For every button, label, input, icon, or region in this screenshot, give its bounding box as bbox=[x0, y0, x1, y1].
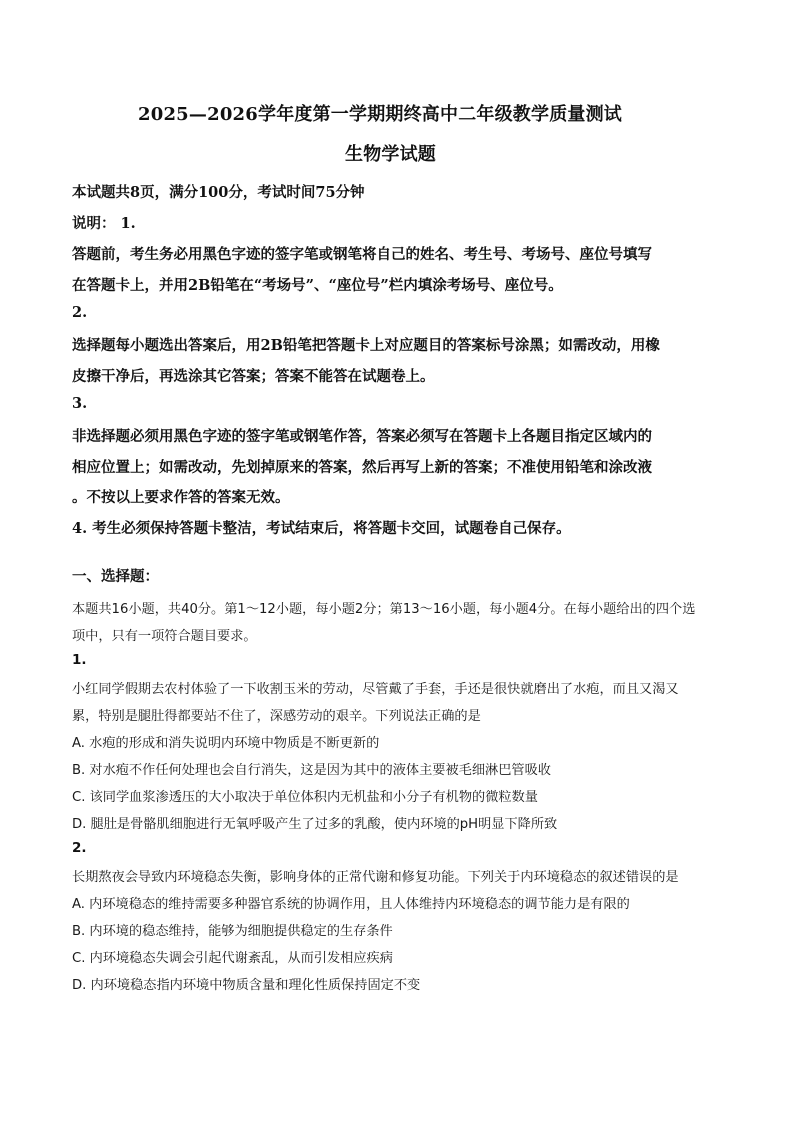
section-heading: 一、选择题： bbox=[72, 568, 159, 585]
question-stem-line-1: 长期熬夜会导致内环境稳态失衡，影响身体的正常代谢和修复功能。下列关于内环境稳态的叙述错误的是 bbox=[72, 870, 679, 885]
instruction-2-line-1: 选择题每小题选出答案后，用2B铅笔把答题卡上对应题目的答案标号涂黑；如需改动，用橡 bbox=[72, 337, 660, 354]
question-number: 1. bbox=[72, 652, 87, 668]
exam-info: 本试题共8页，满分100分，考试时间75分钟 bbox=[72, 184, 365, 201]
instructions-intro: 说明： 1. bbox=[72, 215, 136, 232]
question-option: B. 内环境的稳态维持，能够为细胞提供稳定的生存条件 bbox=[72, 924, 393, 939]
instruction-2-number: 2. bbox=[72, 304, 88, 321]
section-description-line-1: 本题共16小题，共40分。第1～12小题，每小题2分；第13～16小题，每小题4分。在每小题给出的四个选 bbox=[72, 602, 696, 617]
instruction-1-line-2: 在答题卡上，并用2B铅笔在“考场号”、“座位号”栏内填涂考场号、座位号。 bbox=[72, 277, 563, 294]
instruction-3-line-1: 非选择题必须用黑色字迹的签字笔或钢笔作答，答案必须写在答题卡上各题目指定区域内的 bbox=[72, 428, 652, 445]
section-description-line-2: 项中，只有一项符合题目要求。 bbox=[72, 629, 257, 644]
question-stem-line-1: 小红同学假期去农村体验了一下收割玉米的劳动，尽管戴了手套，手还是很快就磨出了水疱，而且又渴又 bbox=[72, 682, 679, 697]
instruction-3-line-3: 。不按以上要求作答的答案无效。 bbox=[72, 489, 290, 506]
instruction-1-line-1: 答题前，考生务必用黑色字迹的签字笔或钢笔将自己的姓名、考生号、考场号、座位号填写 bbox=[72, 246, 652, 263]
question-stem-line-2: 累，特别是腿肚得都要站不住了，深感劳动的艰辛。下列说法正确的是 bbox=[72, 709, 481, 724]
question-option: A. 水疱的形成和消失说明内环境中物质是不断更新的 bbox=[72, 736, 380, 751]
question-option: C. 内环境稳态失调会引起代谢紊乱，从而引发相应疾病 bbox=[72, 951, 393, 966]
question-option: D. 内环境稳态指内环境中物质含量和理化性质保持固定不变 bbox=[72, 978, 421, 993]
instruction-2-line-2: 皮擦干净后，再选涂其它答案；答案不能答在试题卷上。 bbox=[72, 368, 435, 385]
question-number: 2. bbox=[72, 840, 87, 856]
instruction-3-line-2: 相应位置上；如需改动，先划掉原来的答案，然后再写上新的答案；不准使用铅笔和涂改液 bbox=[72, 459, 652, 476]
instruction-3-number: 3. bbox=[72, 395, 88, 412]
exam-title: 2025—2026学年度第一学期期终高中二年级教学质量测试 bbox=[138, 104, 622, 125]
question-option: B. 对水疱不作任何处理也会自行消失，这是因为其中的液体主要被毛细淋巴管吸收 bbox=[72, 763, 551, 778]
exam-subject: 生物学试题 bbox=[345, 144, 436, 165]
instruction-4: 4. 考生必须保持答题卡整洁，考试结束后，将答题卡交回，试题卷自己保存。 bbox=[72, 520, 571, 537]
question-option: C. 该同学血浆渗透压的大小取决于单位体积内无机盐和小分子有机物的微粒数量 bbox=[72, 790, 538, 805]
question-option: D. 腿肚是骨骼肌细胞进行无氧呼吸产生了过多的乳酸，使内环境的pH明显下降所致 bbox=[72, 817, 558, 832]
question-option: A. 内环境稳态的维持需要多种器官系统的协调作用，且人体维持内环境稳态的调节能力是有限的 bbox=[72, 897, 630, 912]
